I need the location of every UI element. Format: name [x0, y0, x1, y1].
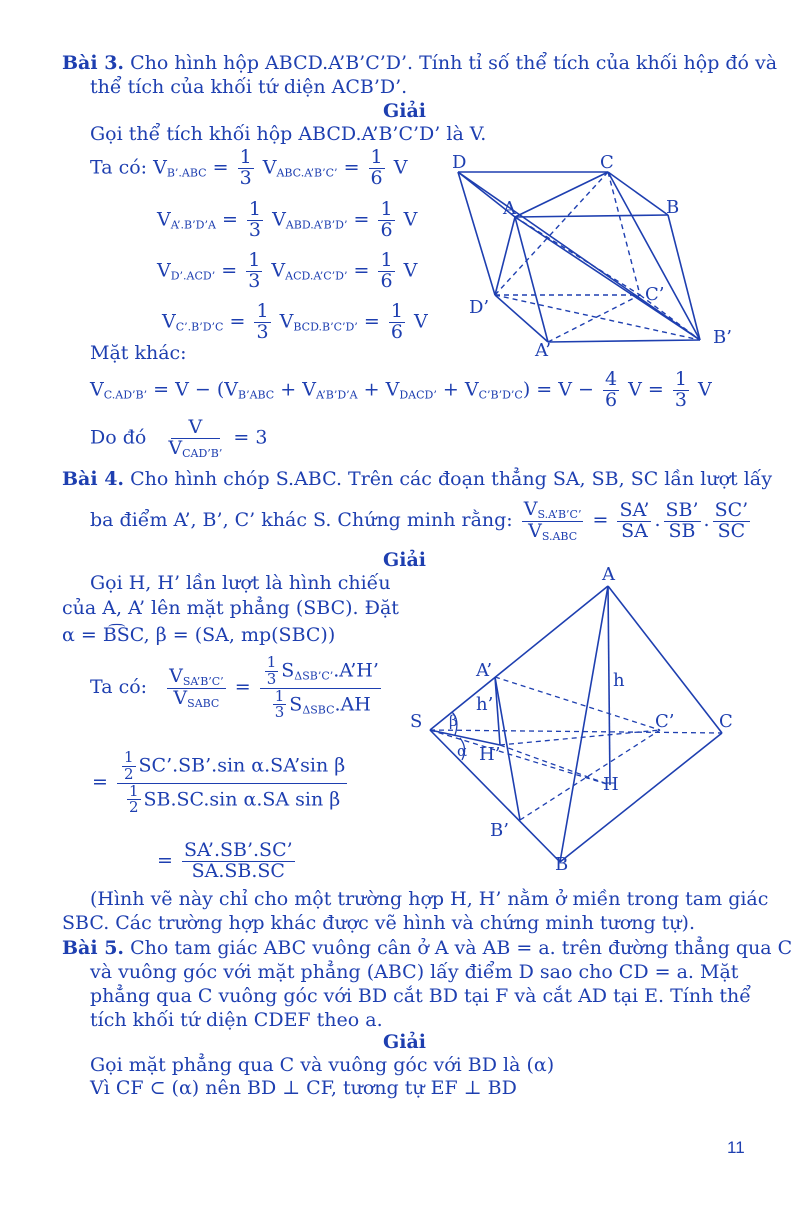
label-A: A [503, 198, 516, 219]
hidden-BpCp [520, 730, 660, 820]
hidden-HpH [500, 745, 610, 785]
bai3-intro: Gọi thể tích khối hộp ABCD.A’B’C’D’ là V. [90, 123, 487, 145]
label-alpha: α [457, 742, 468, 760]
edge-BA [515, 215, 668, 217]
label-S: S [410, 711, 423, 732]
bai4-step2: = $\frac{1}{2}$ SC’.SB’.sin α.SA’sin β $\frac{1}{2}$ SB.SC.sin α.SA sin β [92, 748, 346, 817]
bai4-para3: α = B͡SC, β = (SA, mp(SBC)) [62, 624, 336, 646]
bai4-para1: Gọi H, H’ lần lượt là hình chiếu [90, 572, 391, 594]
label-C: C [719, 711, 733, 732]
bai5-problem-line3: phẳng qua C vuông góc với BD cắt BD tại F và cắt AD tại E. Tính thể [90, 985, 751, 1007]
edge-DpAp [495, 295, 548, 342]
label-D: D [452, 152, 467, 173]
bai3-conclusion: Do đó $\frac{V}{V_{CAD’B’}}$ = 3 [90, 416, 268, 460]
label-C: C [600, 152, 614, 173]
edge-SA [430, 586, 608, 730]
label-Ap: A’ [535, 340, 552, 360]
label-A: A [602, 564, 615, 585]
label-B: B [555, 854, 569, 872]
label-beta: β [449, 712, 458, 730]
pyramid-figure [405, 562, 770, 872]
bai5-solution-line2: Vì CF ⊂ (α) nên BD ⊥ CF, tương tự EF ⊥ BD [90, 1077, 517, 1099]
bai4-problem-line1: Bài 4. Cho hình chóp S.ABC. Trên các đoạn thẳng SA, SB, SC lần lượt lấy [62, 468, 773, 490]
bai4-step1: Ta có: $\frac{V_{SA’B’C’}}{V_{SABC}}$ = $\frac{1}{3}$ $S_{\Delta SB’C’}.A’H$’ $\frac{1}{3}$ $S_{\Delta SBC}.AH$ [90, 653, 379, 722]
diag-AC [515, 172, 608, 217]
label-Dp: D’ [469, 297, 490, 318]
edge-ApBp [548, 340, 700, 342]
bai3-equation-1: Ta có: $V_{B’.ABC}$ = $\frac{1}{3}$ $V_{ABC.A’B’C’}$ = $\frac{1}{6}$ V [90, 146, 408, 189]
label-hp: h’ [476, 694, 494, 715]
bai3-matkhac: Mặt khác: [90, 342, 187, 364]
parallelepiped-figure [450, 150, 750, 360]
diag-DBp [458, 172, 700, 340]
label-h: h [613, 670, 625, 691]
bai3-equation-2: $V_{A’.B’D’A}$ = $\frac{1}{3}$ $V_{ABD.A’B’D’}$ = $\frac{1}{6}$ V [157, 198, 418, 241]
diag-ADp [495, 217, 515, 295]
edge-AB [560, 586, 608, 862]
bai4-note-line2: SBC. Các trường hợp khác được vẽ hình và chứng minh tương tự). [62, 912, 695, 934]
edge-BC [560, 733, 722, 862]
hidden-CCp [608, 172, 640, 295]
bai3-label: Bài 3. [62, 52, 125, 74]
bai3-problem-line2: thể tích của khối tứ diện ACB’D’. [90, 76, 408, 98]
bai3-equation-4: $V_{C’.B’D’C}$ = $\frac{1}{3}$ $V_{BCD.B’C’D’}$ = $\frac{1}{6}$ V [162, 300, 428, 343]
bai5-solution-heading: Giải [383, 1031, 426, 1053]
bai4-label: Bài 4. [62, 468, 125, 490]
label-Bp: B’ [490, 820, 509, 841]
bai4-note-line1: (Hình vẽ này chỉ cho một trường hợp H, H’ nằm ở miền trong tam giác [90, 888, 769, 910]
bai4-problem-line2: ba điểm A’, B’, C’ khác S. Chứng minh rằng: $\frac{V_{S.A’B’C’}}{V_{S.ABC}}$ = $\frac{SA’}{SA}$ . $\frac{SB’}{SB}$ . $\frac{SC’}{SC}$ [90, 498, 749, 543]
bai5-label: Bài 5. [62, 937, 125, 959]
bai4-step3: = $\frac{SA’.SB’.SC’}{SA.SB.SC}$ [157, 839, 293, 882]
segment-AH [608, 586, 610, 785]
hidden-ACp [515, 217, 640, 295]
label-H: H [603, 774, 619, 795]
label-B: B [666, 197, 680, 218]
hidden-DpC [495, 172, 608, 295]
diag-CBp [608, 172, 700, 340]
label-Cp: C’ [655, 711, 675, 732]
bai3-problem-line1: Bài 3. Cho hình hộp ABCD.A’B’C’D’. Tính tỉ số thể tích của khối hộp đó và [62, 52, 778, 74]
label-Ap: A’ [476, 660, 493, 681]
bai5-problem-line1: Bài 5. Cho tam giác ABC vuông cân ở A và AB = a. trên đường thẳng qua C [62, 937, 793, 959]
label-Bp: B’ [713, 327, 732, 348]
bai3-equation-3: $V_{D’.ACD’}$ = $\frac{1}{3}$ $V_{ACD.A’C’D’}$ = $\frac{1}{6}$ V [157, 249, 418, 292]
bai5-problem-line2: và vuông góc với mặt phẳng (ABC) lấy điểm D sao cho CD = a. Mặt [90, 961, 739, 983]
bai4-para2: của A, A’ lên mặt phẳng (SBC). Đặt [62, 597, 399, 619]
label-Cp: C’ [645, 284, 665, 305]
hidden-ApCp [548, 295, 640, 342]
page-number: 11 [727, 1138, 745, 1157]
hidden-SC [430, 730, 722, 733]
bai3-solution-heading: Giải [383, 100, 426, 122]
label-Hp: H’ [479, 744, 501, 765]
hidden-ApCp [495, 677, 660, 730]
bai3-final-equation: $V_{C.AD’B’} = V - (V_{B’ABC} + V_{A’B’D’A} + V_{DACD’} + V_{C’B’D’C}) = V$ − $\frac{4}{6}$ V = $\frac{1}{3}$ V [90, 368, 712, 411]
bai5-problem-line4: tích khối tứ diện CDEF theo a. [90, 1009, 383, 1031]
bai5-solution-line1: Gọi mặt phẳng qua C và vuông góc với BD là (α) [90, 1054, 555, 1076]
edge-DD [458, 172, 495, 295]
bai4-solution-heading: Giải [383, 549, 426, 571]
